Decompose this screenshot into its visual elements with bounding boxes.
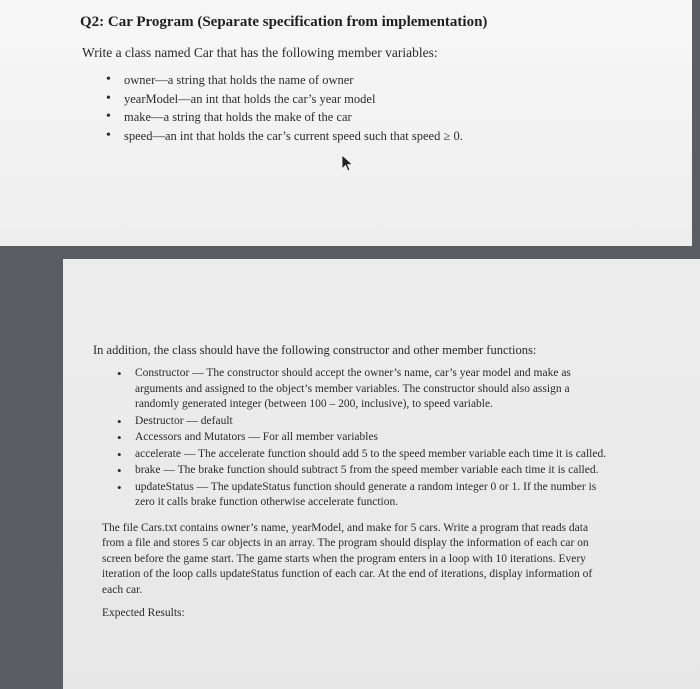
list-item: • make—a string that holds the make of the car <box>70 108 692 127</box>
list-item: • Destructor — default <box>93 414 615 430</box>
member-functions-list <box>93 366 680 511</box>
program-description: The file Cars.txt contains owner’s name, yearModel, and make for 5 cars. Write a program that reads data from a file and stores 5 car objects in an array. The program should display the information of each car on screen before the game start. The game starts when the program enters in a loop with 10 iterations. Every iteration of the loop calls updateStatus function of each car. At the end of iterations, display information of each car. <box>102 521 593 596</box>
member-functions-intro: In addition, the class should have the following constructor and other member functions: <box>93 343 537 357</box>
bottom-paper-sheet <box>63 259 700 689</box>
list-item: • speed—an int that holds the car’s current speed such that speed ≥ 0. <box>70 127 692 146</box>
list-item: • accelerate — The accelerate function should add 5 to the speed member variable each time it is called. <box>93 447 615 463</box>
list-item: • yearModel—an int that holds the car’s year model <box>70 90 692 109</box>
list-item: • updateStatus — The updateStatus function should generate a random integer 0 or 1. If the number is zero it calls brake function otherwise accelerate function. <box>93 480 615 511</box>
top-paper-sheet <box>0 0 692 246</box>
list-item: • Constructor — The constructor should accept the owner’s name, car’s year model and make as arguments and assigned to the object’s member variables. The constructor should also assign a randomly generated integer (between 100 – 200, inclusive), to speed variable. <box>93 366 615 413</box>
expected-results-heading: Expected Results: <box>102 607 185 619</box>
list-item: • brake — The brake function should subtract 5 from the speed member variable each time it is called. <box>93 463 615 479</box>
question-title: Q2: Car Program (Separate specification from implementation) <box>80 14 488 30</box>
list-item: • Accessors and Mutators — For all member variables <box>93 430 615 446</box>
list-item: • owner—a string that holds the name of owner <box>70 71 692 90</box>
mouse-pointer-icon <box>340 154 354 172</box>
member-variables-list <box>70 71 692 145</box>
member-variables-intro: Write a class named Car that has the following member variables: <box>82 45 438 60</box>
